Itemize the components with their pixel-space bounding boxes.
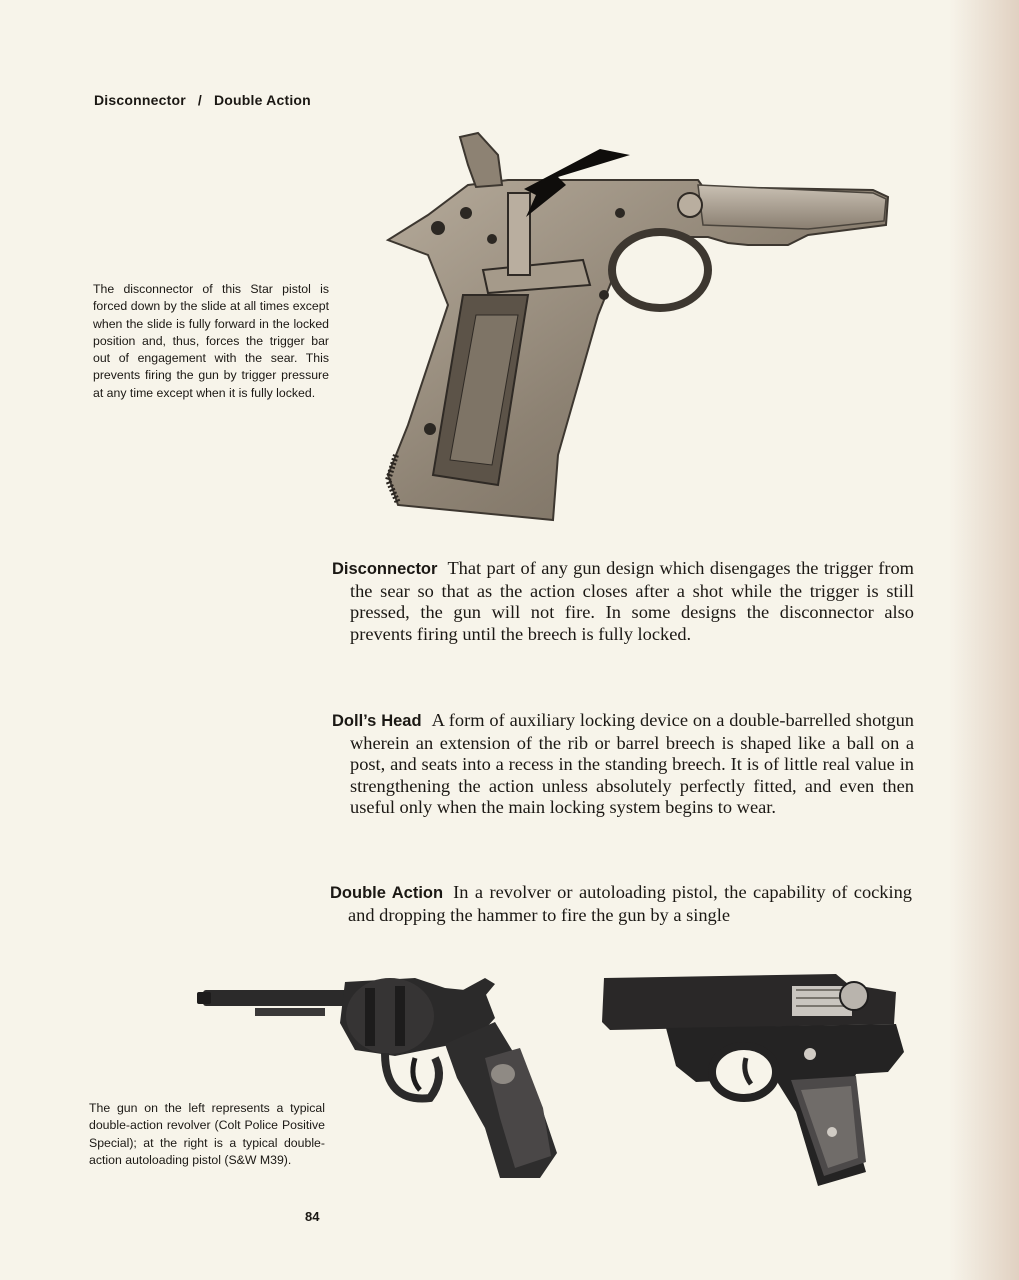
entry-definition: In a revolver or autoloading pistol, the capability of cocking and dropping the hammer to fire the gun by a single xyxy=(348,882,913,925)
running-head-separator: / xyxy=(197,92,202,108)
page-number: 84 xyxy=(305,1209,320,1224)
autoloader-pistol-photo xyxy=(596,962,916,1192)
entry-definition: That part of any gun design which disengages the trigger from the sear so that as the action closes after a shot while the trigger is still pressed, the gun will not fire. In some designs the disconnector also prevents firing until the breech is fully locked. xyxy=(350,558,914,644)
entry-term: Disconnector xyxy=(332,560,438,578)
glossary-entry-double-action xyxy=(330,882,912,926)
page-edge-shading xyxy=(949,0,1019,1280)
entry-term: Doll’s Head xyxy=(332,712,422,730)
running-head-left: Disconnector xyxy=(94,92,186,108)
star-pistol-frame-photo xyxy=(368,125,898,525)
running-head xyxy=(94,92,311,108)
glossary-entry-dolls-head xyxy=(332,710,914,819)
caption-double-action-figure: The gun on the left represents a typical double-action revolver (Colt Police Positive Special); at the right is a typical double-action autoloading pistol (S&W M39). xyxy=(89,1101,325,1167)
entry-term: Double Action xyxy=(330,884,444,902)
entry-definition: A form of auxiliary locking device on a double-barrelled shotgun wherein an extension of the rib or barrel breech is shaped like a ball on a post, and seats into a recess in the standing breech. It is of little real value in strengthening the action unless absolutely perfectly fitted, and even then useful only when the main locking system begins to wear. xyxy=(350,710,914,818)
caption-disconnector-figure: The disconnector of this Star pistol is forced down by the slide at all times except when the slide is fully forward in the locked position and, thus, forces the trigger bar out of engagement with the sear. This prevents firing the gun by trigger pressure at any time except when it is fully locked. xyxy=(93,282,329,400)
glossary-entry-disconnector xyxy=(332,558,914,645)
running-head-right: Double Action xyxy=(213,92,311,108)
